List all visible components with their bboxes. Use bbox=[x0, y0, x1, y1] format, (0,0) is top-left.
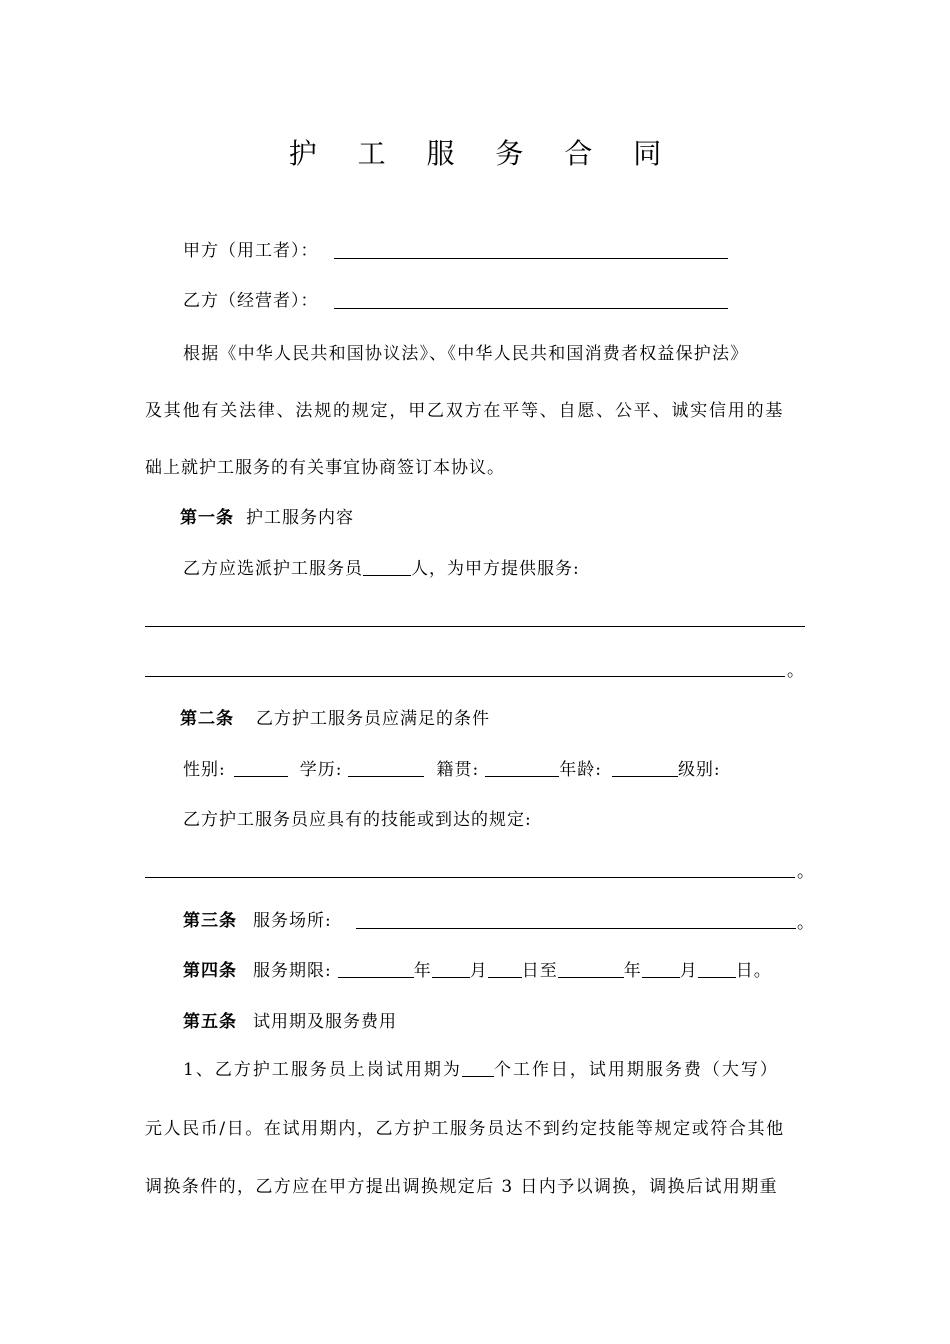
preamble-line-3: 础上就护工服务的有关事宜协商签订本协议。 bbox=[145, 458, 505, 478]
party-b-blank bbox=[334, 308, 728, 309]
start-year-blank bbox=[338, 961, 414, 978]
gender-blank bbox=[234, 760, 288, 777]
article4-heading: 第四条 bbox=[183, 961, 237, 981]
service-location-blank bbox=[356, 928, 796, 929]
article3-title: 服务场所: bbox=[253, 911, 332, 931]
article5-p1-b: 个工作日，试用期服务费（大写） bbox=[493, 1060, 779, 1080]
article1-end-mark: 。 bbox=[787, 661, 804, 681]
article1-text-a: 乙方应选派护工服务员 bbox=[183, 559, 363, 579]
end-day-blank bbox=[698, 961, 736, 978]
party-a-label: 甲方（用工者）： bbox=[183, 241, 319, 261]
article3-line bbox=[183, 910, 332, 932]
origin-label: 籍贯: bbox=[436, 760, 480, 780]
article1-heading-line bbox=[180, 507, 354, 529]
trial-days-blank bbox=[462, 1060, 494, 1077]
month2-label: 月 bbox=[679, 961, 698, 981]
day-to-label: 日至 bbox=[521, 961, 558, 981]
article5-p1-line2: 元人民币/日。在试用期内，乙方护工服务员达不到约定技能等规定或符合其他 bbox=[145, 1119, 785, 1139]
year2-label: 年 bbox=[623, 961, 642, 981]
article5-title: 试用期及服务费用 bbox=[253, 1012, 397, 1032]
preamble-line-2: 及其他有关法律、法规的规定，甲乙双方在平等、自愿、公平、诚实信用的基 bbox=[145, 401, 785, 421]
article1-heading: 第一条 bbox=[180, 508, 234, 528]
article5-p1-line1 bbox=[183, 1059, 779, 1081]
service-content-blank-1 bbox=[145, 626, 805, 627]
article1-title: 护工服务内容 bbox=[246, 508, 354, 528]
staff-count-blank bbox=[363, 559, 411, 576]
article5-heading-line bbox=[183, 1011, 397, 1033]
skills-blank bbox=[145, 877, 795, 878]
level-label: 级别: bbox=[677, 760, 721, 780]
article2-heading-line bbox=[180, 708, 490, 730]
article2-title: 乙方护工服务员应满足的条件 bbox=[256, 709, 490, 729]
education-label: 学历: bbox=[299, 760, 343, 780]
article3-end-mark: 。 bbox=[797, 913, 814, 933]
age-label: 年龄: bbox=[559, 760, 602, 780]
article2-heading: 第二条 bbox=[180, 709, 234, 729]
article4-title: 服务期限: bbox=[253, 961, 332, 981]
article5-p1-line3: 调换条件的，乙方应在甲方提出调换规定后 3 日内予以调换，调换后试用期重 bbox=[145, 1177, 779, 1197]
preamble-line-1: 根据《中华人民共和国协议法》、《中华人民共和国消费者权益保护法》 bbox=[183, 344, 749, 364]
year-label: 年 bbox=[413, 961, 432, 981]
origin-blank bbox=[485, 760, 559, 777]
article2-end-mark: 。 bbox=[797, 862, 814, 882]
party-a-blank bbox=[334, 258, 728, 259]
end-month-blank bbox=[642, 961, 680, 978]
party-a-line bbox=[183, 240, 319, 262]
age-blank bbox=[612, 760, 678, 777]
start-day-blank bbox=[488, 961, 522, 978]
start-month-blank bbox=[432, 961, 470, 978]
article4-line bbox=[183, 960, 772, 982]
party-b-label: 乙方（经营者）： bbox=[183, 291, 319, 311]
article5-p1-a: 1、乙方护工服务员上岗试用期为 bbox=[183, 1060, 462, 1080]
article2-skills: 乙方护工服务员应具有的技能或到达的规定: bbox=[183, 810, 532, 830]
day-end-label: 日。 bbox=[735, 961, 772, 981]
article2-fields bbox=[183, 759, 721, 781]
page-title: 护 工 服 务 合 同 bbox=[288, 137, 678, 170]
article3-heading: 第三条 bbox=[183, 911, 237, 931]
education-blank bbox=[348, 760, 424, 777]
article5-heading: 第五条 bbox=[183, 1012, 237, 1032]
month-label: 月 bbox=[469, 961, 488, 981]
article1-text bbox=[183, 558, 580, 580]
gender-label: 性别: bbox=[183, 760, 226, 780]
end-year-blank bbox=[558, 961, 624, 978]
article1-text-b: 人，为甲方提供服务: bbox=[411, 559, 580, 579]
party-b-line bbox=[183, 290, 319, 312]
service-content-blank-2 bbox=[145, 676, 785, 677]
